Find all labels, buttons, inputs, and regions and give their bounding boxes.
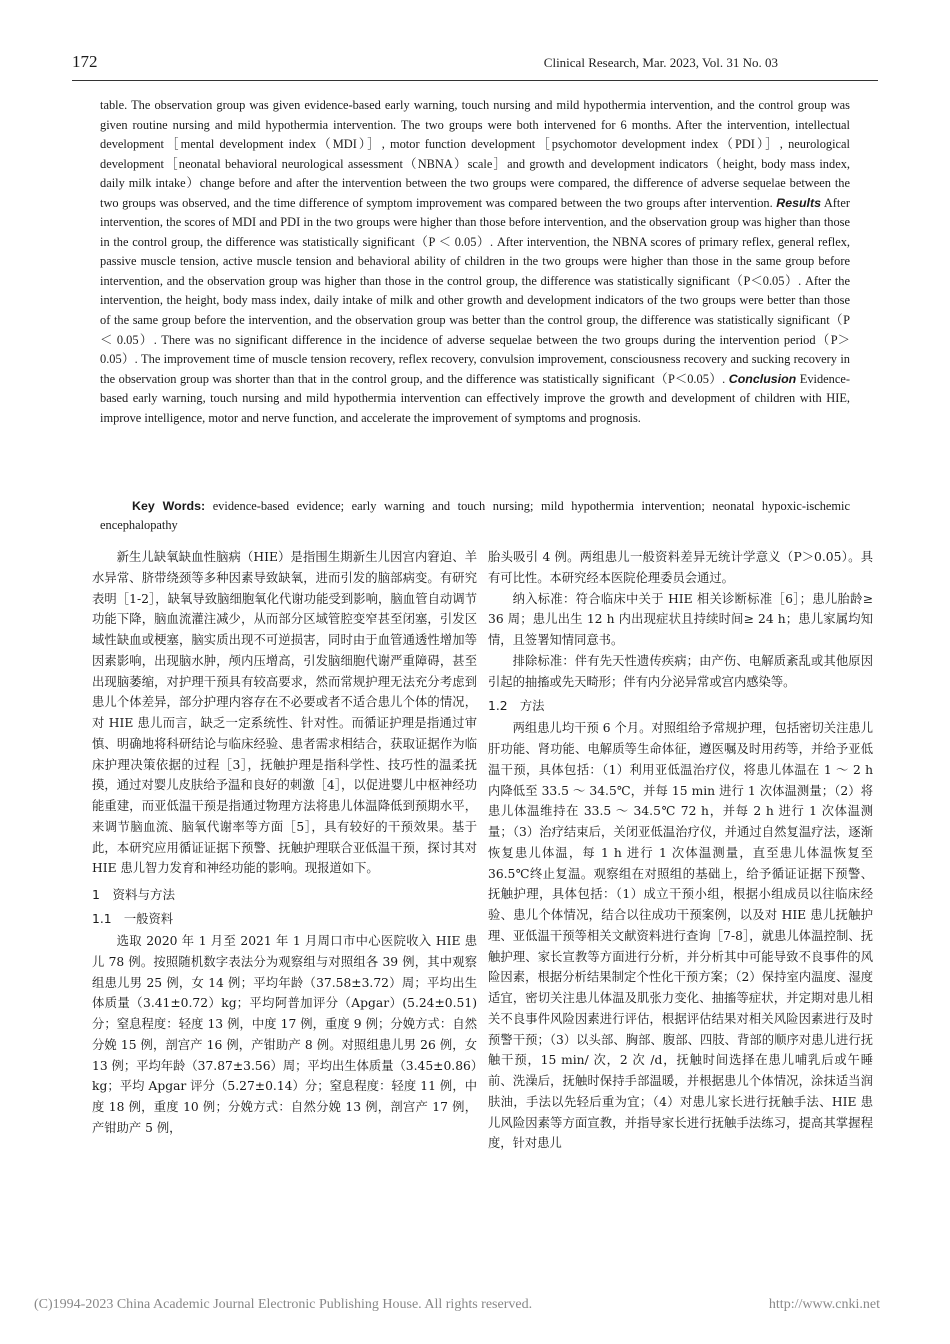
methods-paragraph: 两组患儿均干预 6 个月。对照组给予常规护理，包括密切关注患儿肝功能、肾功能、电解质等生命体征，遵医嘱及时用药等，并给予亚低温干预，具体包括：（1）利用亚低温治疗仪，将患儿体温在 1 ～ 2 h 内降低至 33.5 ～ 34.5℃，并每 15 min 进行 1 次体温测量；（2）将患儿体温维持在 33.5 ～ 34.5℃ 72 h，并每 2 h 进行 1 次体温测量；（3）治疗结束后，关闭亚低温治疗仪，并通过自然复温疗法，逐渐恢复患儿体温，每 1 h 进行 1 次体温测量，直至患儿体温恢复至 36.5℃终止复温。观察组在对照组的基础上，给予循证证据下预警、抚触护理，具体包括：（1）成立干预小组，根据小组成员以往临床经验、患儿个体情况，结合以往成功干预案例，以及对 HIE 患儿抚触护理、亚低温干预等相关文献资料进行查询［7-8］，就患儿体温控制、抚触护理、家长宣教等方面进行分析，并分析其中可能导致不良事件的风险因素，根据分析结果制定个性化干预方案；（2）保持室内温度、湿度适宜，密切关注患儿体温及肌张力变化、抽搐等症状，并定期对患儿相关不良事件风险因素进行评估，根据评估结果对相关风险因素进行及时预警干预；（3）以头部、胸部、腹部、四肢、背部的顺序对患儿进行抚触干预，15 min/ 次，2 次 /d，抚触时间选择在患儿哺乳后或午睡前、洗澡后，抚触时保持手部温暖，并根据患儿个体情况，涂抹适当润肤油，手法以先轻后重为宜；（4）对患儿家长进行抚触手法、HIE 患儿风险因素等方面宣教，并指导家长进行抚触手法练习，提高其掌握程度，针对患儿 [488,721,873,1151]
keywords [100,497,850,535]
exclusion-criteria: 排除标准：伴有先天性遗传疾病；由产伤、电解质紊乱或其他原因引起的抽搐或先天畸形；伴有内分泌异常或宫内感染等。 [488,653,873,689]
subsection-heading-general: 1.1 一般资料 [92,912,174,926]
subsection-heading-methods: 1.2 方法 [488,699,545,714]
english-abstract [100,96,850,428]
footer-url[interactable]: http://www.cnki.net [768,1297,880,1312]
continuation-paragraph: 胎头吸引 4 例。两组患儿一般资料差异无统计学意义（P＞0.05）。具有可比性。本研究经本医院伦理委员会通过。 [488,550,873,585]
header-rule [72,80,878,81]
inclusion-criteria: 纳入标准：符合临床中关于 HIE 相关诊断标准［6］；患儿胎龄≥ 36 周；患儿出生 12 h 内出现症状且持续时间≥ 24 h；患儿家属均知情，且签署知情同意书。 [488,591,873,647]
abstract-text-1: table. The observation group was given evidence-based early warning, touch nursing and mild hypothermia intervention, and the control group was given routine nursing and mild hypothermia intervention. The two groups were both intervened for 6 months. After the intervention, intellectual development［mental development index（MDI）］, motor function development［psychomotor development index（PDI）］, neurological development［neonatal behavioral neurological assessment（NBNA）scale］and growth and development indicators（height, body mass index, daily milk intake）change before and after the intervention between the two groups were compared, the difference of adverse sequelae between the two groups was observed, and the time difference of symptom improvement was compared between the two groups after intervention. [100,98,850,210]
abstract-text-3: Evidence-based early warning, touch nursing and mild hypothermia intervention can effectively improve the growth and development of children with HIE, improve intelligence, motor and nerve function, and accelerate the improvement of symptoms and prognosis. [100,371,850,425]
keywords-text: evidence-based evidence; early warning and touch nursing; mild hypothermia intervention; neonatal hypoxic-ischemic encephalopathy [100,499,850,532]
intro-paragraph: 新生儿缺氧缺血性脑病（HIE）是指围生期新生儿因宫内窘迫、羊水异常、脐带绕颈等多种因素导致缺氧，进而引发的脑部病变。有研究表明［1-2］，缺氧导致脑细胞氧化代谢功能受到影响，脑血管自动调节功能下降，脑血流灌注减少，从而部分区域管腔变窄甚至闭塞，引发区域性缺血或梗塞，脑实质出现不可逆损害，同时由于血管通透性增加等因素影响，出现脑水肿，颅内压增高，引发脑细胞代谢严重障碍，甚至出现脑萎缩，对护理干预具有较高要求，然而常规护理无法充分考虑到患儿个体差异，部分护理内容存在不必要或者不适合患儿个体的情况，对 HIE 患儿而言，缺乏一定系统性、针对性。而循证护理是指通过审慎、明确地将科研结论与临床经验、患者需求相结合，获取证据作为临床护理决策依据的过程［3］，抚触护理是指科学性、技巧性的温柔抚摸，通过对婴儿皮肤给予温和良好的刺激［4］，以促进婴儿中枢神经功能重建，而亚低温干预是指通过物理方法将患儿体温降低到预期水平，来调节脑血流、脑氧代谢率等方面［5］，具有较好的干预效果。基于此，本研究应用循证证据下预警、抚触护理联合亚低温干预，探讨其对 HIE 患儿智力发育和神经功能的影响。现报道如下。 [92,550,477,876]
right-column [488,547,873,1154]
results-label: Results [776,195,822,210]
footer [34,1297,880,1313]
abstract-text-2: After intervention, the scores of MDI and PDI in the two groups were higher than those before intervention, and the observation group was higher than those in the control group, the difference was statistically significant（P ＜ 0.05）. After intervention, the NBNA scores of primary reflex, general reflex, passive muscle tension, active muscle tension and behavioral ability of children in the two groups were higher than those in the same group before intervention, and the observation group was higher than those in the control group, the difference was statistically significant（P＜0.05）. After the intervention, the height, body mass index, daily intake of milk and other growth and development indicators of the two groups were better than those of the same group before the intervention, and the observation group was better than the control group, the difference was statistically significant（P ＜ 0.05）. There was no significant difference in the incidence of adverse sequelae between the two groups during the intervention period（P＞0.05）. The improvement time of muscle tension recovery, reflex recovery, convulsion improvement, consciousness recovery and sucking recovery in the observation group was shorter than that in the control group, and the difference was statistically significant（P＜0.05）. [100,195,850,386]
keywords-label: Key Words: [132,499,206,513]
general-data-paragraph: 选取 2020 年 1 月至 2021 年 1 月周口市中心医院收入 HIE 患儿 78 例。按照随机数字表法分为观察组与对照组各 39 例，其中观察组患儿男 25 例，女 14 例；平均年龄（37.58±3.72）周；平均出生体质量（3.41±0.72）kg；平均阿普加评分（Apgar）(5.24±0.51) 分；窒息程度：轻度 13 例，中度 17 例，重度 9 例；分娩方式：自然分娩 15 例，剖宫产 16 例，产钳助产 8 例。对照组患儿男 26 例，女 13 例；平均年龄（37.87±3.56）周；平均出生体质量（3.45±0.86）kg；平均 Apgar 评分（5.27±0.14）分；窒息程度：轻度 11 例，中度 18 例，重度 10 例；分娩方式：自然分娩 13 例，剖宫产 17 例，产钳助产 5 例， [92,934,477,1135]
left-column [92,547,477,1139]
copyright-text: (C)1994-2023 China Academic Journal Electronic Publishing House. All rights reserved. [34,1297,533,1312]
page-number: 172 [72,52,98,71]
section-heading: 1 资料与方法 [92,887,175,902]
conclusion-label: Conclusion [728,371,797,386]
running-head: Clinical Research, Mar. 2023, Vol. 31 No. 03 [543,55,778,70]
